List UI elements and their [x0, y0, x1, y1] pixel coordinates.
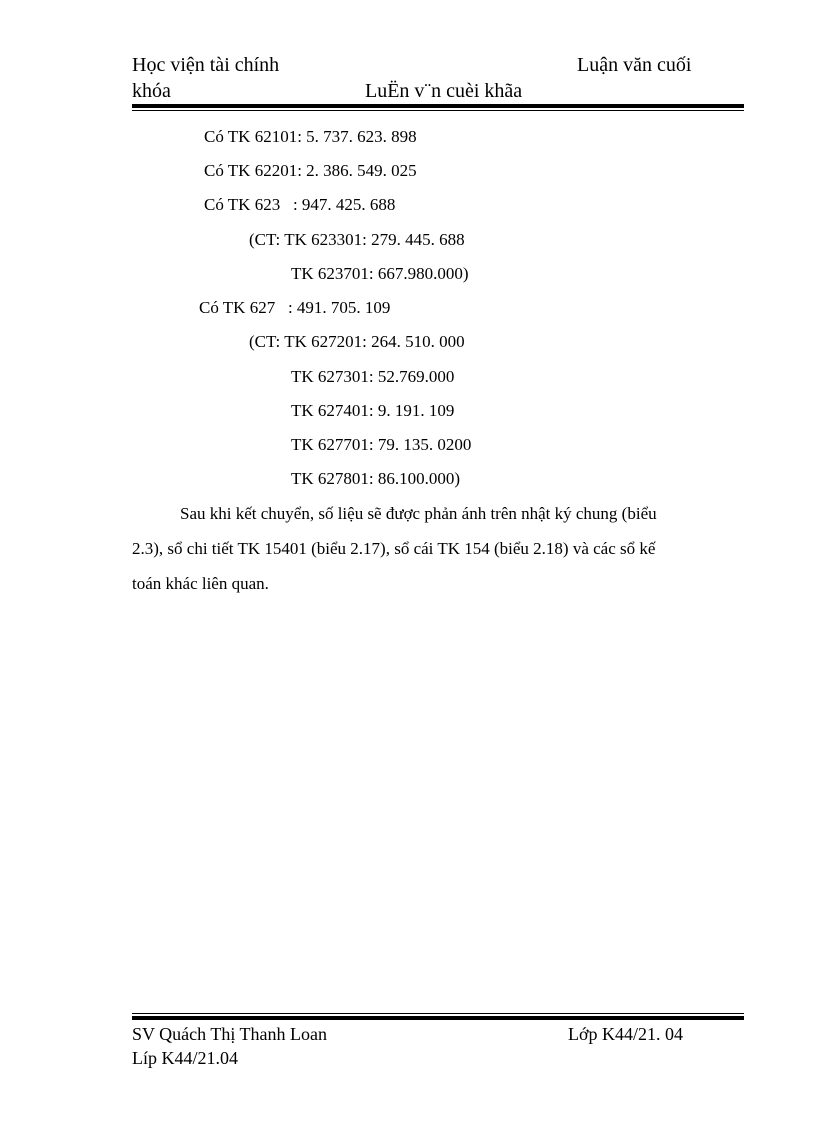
- entry-line: TK 623701: 667.980.000): [291, 264, 469, 283]
- entry-line: Có TK 627 : 491. 705. 109: [199, 298, 391, 317]
- header-institution: Học viện tài chính: [132, 54, 280, 76]
- entry-line: Có TK 62201: 2. 386. 549. 025: [204, 161, 417, 180]
- entry-line: Có TK 62101: 5. 737. 623. 898: [204, 127, 417, 146]
- footer-class-legacy: Líp K44/21.04: [132, 1048, 238, 1068]
- entry-line: (CT: TK 627201: 264. 510. 000: [249, 332, 465, 351]
- header-rule-thick: [132, 104, 744, 108]
- entry-line: TK 627801: 86.100.000): [291, 469, 461, 488]
- header-institution-continued: khóa: [132, 80, 171, 102]
- header-rule-thin: [132, 110, 744, 111]
- paragraph-line: 2.3), sổ chi tiết TK 15401 (biểu 2.17), sổ cái TK 154 (biểu 2.18) và các sổ kế: [132, 539, 656, 558]
- entry-line: (CT: TK 623301: 279. 445. 688: [249, 230, 465, 249]
- header-thesis-title: Luận văn cuối: [577, 54, 692, 76]
- footer-rule-thick: [132, 1016, 744, 1020]
- footer-rule-thin: [132, 1013, 744, 1014]
- entry-line: TK 627301: 52.769.000: [291, 367, 455, 386]
- paragraph-line: toán khác liên quan.: [132, 574, 269, 593]
- paragraph-line: Sau khi kết chuyển, số liệu sẽ được phản ánh trên nhật ký chung (biểu: [180, 504, 657, 523]
- footer-student-name: SV Quách Thị Thanh Loan: [132, 1024, 327, 1044]
- entry-line: TK 627401: 9. 191. 109: [291, 401, 455, 420]
- entry-line: TK 627701: 79. 135. 0200: [291, 435, 472, 454]
- entry-line: Có TK 623 : 947. 425. 688: [204, 195, 396, 214]
- header-thesis-title-legacy: LuËn v¨n cuèi khãa: [365, 80, 523, 102]
- footer-class: Lớp K44/21. 04: [568, 1024, 684, 1044]
